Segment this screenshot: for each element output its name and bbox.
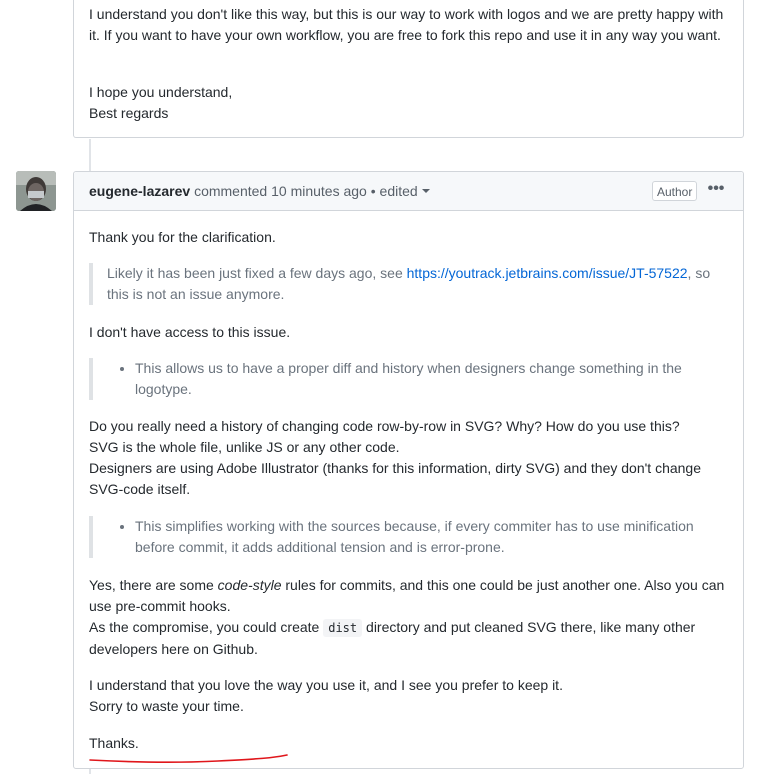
blockquote [89, 358, 728, 400]
comment-meta [89, 183, 430, 200]
emphasis-text: code-style [217, 577, 282, 593]
timeline-connector [89, 139, 91, 171]
paragraph-line: SVG is the whole file, unlike JS or any other code. [89, 439, 400, 455]
inline-code: dist [323, 619, 362, 637]
quote-list-item: • This allows us to have a proper diff and history when designers change something in the logotype. [135, 358, 728, 400]
edited-dropdown[interactable] [380, 183, 430, 199]
author-link[interactable]: eugene-lazarev [89, 183, 191, 199]
paragraph-line: Sorry to waste your time. [89, 698, 244, 714]
paragraph-line: I understand that you love the way you use it, and I see you prefer to keep it. [89, 677, 563, 693]
paragraph-line [89, 575, 728, 617]
edited-label: edited [379, 183, 418, 199]
comment-paragraph [89, 227, 728, 248]
timeline-connector [89, 769, 91, 774]
comment-paragraph [89, 575, 728, 660]
quote-text-end: , so this is not an issue anymore. [107, 265, 711, 302]
comment-paragraph [89, 733, 728, 754]
red-underline-annotation [88, 752, 290, 766]
meta-separator: • [370, 183, 376, 199]
paragraph-line [89, 617, 728, 660]
previous-comment-paragraph [89, 4, 728, 46]
text-run: Yes, there are some [89, 577, 218, 593]
caret-down-icon [422, 189, 430, 193]
blockquote [89, 516, 728, 558]
signoff-line-2: Best regards [89, 105, 169, 121]
comment-paragraph [89, 675, 728, 717]
comment-header [74, 172, 743, 211]
avatar-image [16, 171, 56, 211]
text-run: rules for commits, and this one could be just another one. Also you can use pre-commit hooks. [89, 577, 725, 614]
signoff-line-1: I hope you understand, [89, 84, 233, 100]
blockquote [89, 263, 728, 305]
comment-paragraph [89, 416, 728, 500]
comment-box [73, 171, 744, 769]
quote-text-start: Likely it has been just fixed a few days ago, see [107, 265, 407, 281]
text-run: As the compromise, you could create [89, 619, 324, 635]
kebab-horizontal-icon[interactable]: ••• [707, 180, 725, 197]
quote-list [93, 358, 728, 400]
quote-list-item: • This simplifies working with the sources because, if every commiter has to use minification before commit, it adds additional tension and is error-prone. [135, 516, 728, 558]
text-run: directory and put cleaned SVG there, like many other developers here on Github. [89, 619, 696, 657]
avatar[interactable] [16, 171, 56, 211]
comment-timestamp[interactable]: 10 minutes ago [271, 183, 367, 199]
quote-text [93, 263, 728, 305]
paragraph-text: Thank you for the clarification. [89, 229, 276, 245]
paragraph-text: Thanks. [89, 735, 139, 751]
paragraph-line: Do you really need a history of changing code row-by-row in SVG? Why? How do you use this? [89, 418, 680, 434]
issue-link[interactable]: https://youtrack.jetbrains.com/issue/JT-57522 [406, 265, 688, 281]
paragraph-text: I don't have access to this issue. [89, 324, 291, 340]
paragraph-line: Designers are using Adobe Illustrator (thanks for this information, dirty SVG) and they don't change SVG-code itself. [89, 460, 701, 497]
comment-action: commented [194, 183, 268, 199]
comment-paragraph [89, 322, 728, 343]
previous-comment-signoff [89, 82, 728, 124]
quote-list [93, 516, 728, 558]
previous-comment [73, 0, 744, 138]
previous-comment-text: I understand you don't like this way, but this is our way to work with logos and we are pretty happy with it. If you want to have your own workflow, you are free to fork this repo and use it in any way you want. [89, 6, 724, 43]
author-badge: Author [652, 181, 697, 201]
comment-body [74, 211, 743, 768]
